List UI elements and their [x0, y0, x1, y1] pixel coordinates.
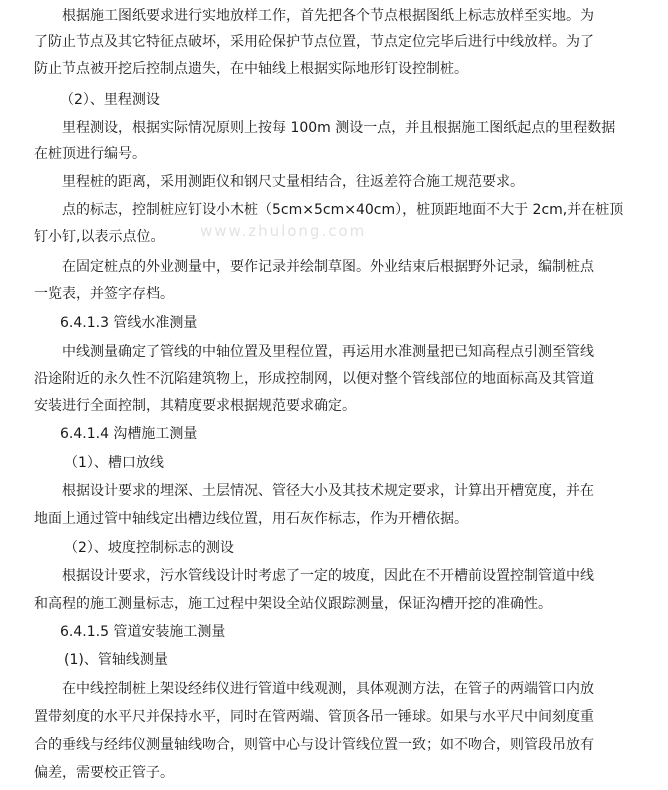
section-heading: （1）、槽口放线 [64, 455, 164, 471]
paragraph-line: 一览表，并签字存档。 [34, 286, 174, 302]
paragraph-line: 沿途附近的永久性不沉陷建筑物上，形成控制网，以便对整个管线部位的地面标高及其管道 [34, 371, 594, 387]
paragraph-line: 钉小钉,以表示点位。 [34, 229, 165, 245]
section-heading: （2）、坡度控制标志的测设 [64, 540, 234, 556]
paragraph-line: 根据施工图纸要求进行实地放样工作，首先把各个节点根据图纸上标志放样至实地。为 [62, 8, 594, 24]
watermark: www.zhulong.com [200, 222, 367, 240]
paragraph-line: 根据设计要求的埋深、土层情况、管径大小及其技术规定要求，计算出开槽宽度，并在 [62, 483, 594, 499]
section-heading: (1)、管轴线测量 [64, 652, 168, 668]
paragraph-line: 地面上通过管中轴线定出槽边线位置，用石灰作标志，作为开槽依据。 [34, 511, 468, 527]
paragraph-line: 根据设计要求，污水管线设计时考虑了一定的坡度，因此在不开槽前设置控制管道中线 [62, 568, 594, 584]
paragraph-line: 在桩顶进行编号。 [34, 146, 146, 162]
paragraph-line: 了防止节点及其它特征点破坏，采用砼保护节点位置，节点定位完毕后进行中线放样。为了 [34, 34, 594, 50]
section-heading: 6.4.1.3 管线水准测量 [60, 315, 198, 331]
paragraph-line: 在中线控制桩上架设经纬仪进行管道中线观测，具体观测方法，在管子的两端管口内放 [62, 681, 594, 697]
paragraph-line: 偏差，需要校正管子。 [34, 765, 174, 781]
paragraph-line: 和高程的施工测量标志，施工过程中架设全站仪跟踪测量，保证沟槽开挖的准确性。 [34, 596, 552, 612]
paragraph-line: 防止节点被开挖后控制点遗失，在中轴线上根据实际地形钉设控制桩。 [34, 61, 468, 77]
paragraph-line: 点的标志，控制桩应钉设小木桩（5cm×5cm×40cm），桩顶距地面不大于 2cm,并在桩顶 [62, 202, 624, 218]
section-heading: 6.4.1.5 管道安装施工测量 [60, 624, 226, 640]
section-heading: （2）、里程测设 [60, 92, 160, 108]
paragraph-line: 安装进行全面控制，其精度要求根据规范要求确定。 [34, 398, 356, 414]
paragraph-line: 在固定桩点的外业测量中，要作记录并绘制草图。外业结束后根据野外记录，编制桩点 [62, 259, 594, 275]
paragraph-line: 里程测设，根据实际情况原则上按每 100m 测设一点，并且根据施工图纸起点的里程数据 [62, 120, 616, 136]
paragraph-line: 置带刻度的水平尺并保持水平，同时在管两端、管顶各吊一锤球。如果与水平尺中间刻度重 [34, 709, 594, 725]
paragraph-line: 中线测量确定了管线的中轴位置及里程位置，再运用水准测量把已知高程点引测至管线 [62, 344, 594, 360]
section-heading: 6.4.1.4 沟槽施工测量 [60, 426, 198, 442]
paragraph-line: 合的垂线与经纬仪测量轴线吻合，则管中心与设计管线位置一致；如不吻合，则管段吊放有 [34, 737, 594, 753]
paragraph-line: 里程桩的距离，采用测距仪和钢尺丈量相结合，往返差符合施工规范要求。 [62, 174, 524, 190]
